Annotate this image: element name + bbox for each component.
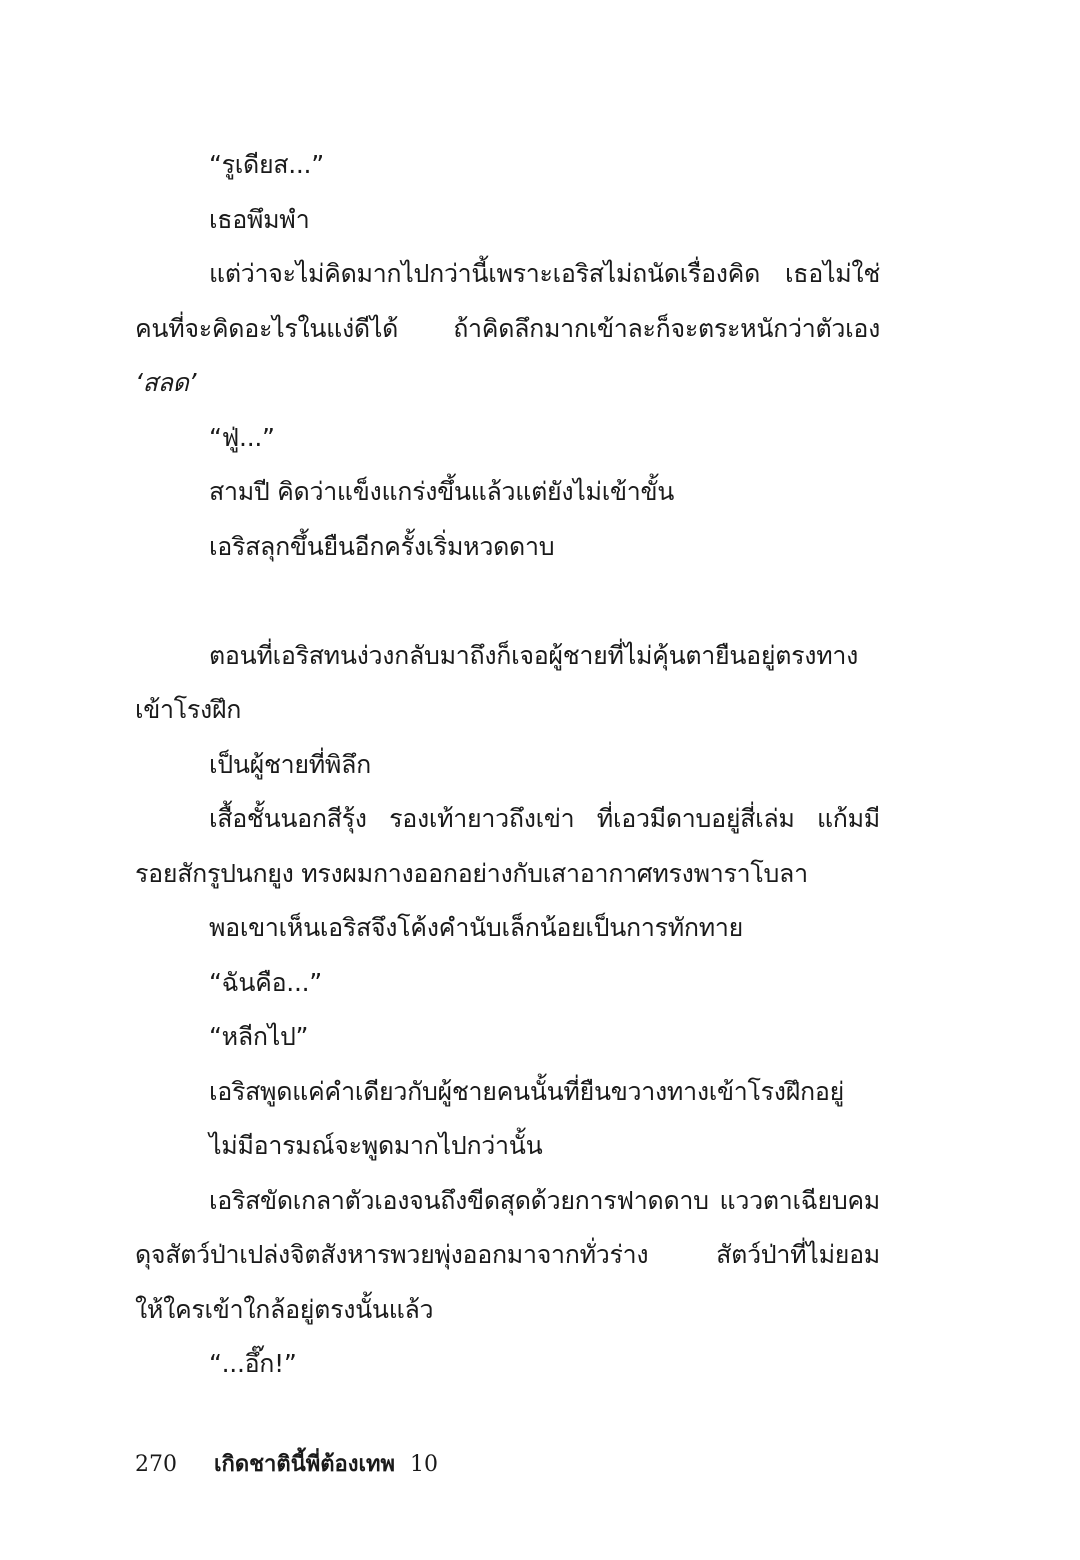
narration-line: เอริสลุกขึ้นยืนอีกครั้งเริ่มหวดดาบ <box>209 531 555 561</box>
paragraph-line: เอริสขัดเกลาตัวเองจนถึงขีดสุดด้วยการฟาดดาบ แววตาเฉียบคม <box>209 1185 880 1215</box>
dialogue-line: “ฟู่...” <box>209 422 275 452</box>
page-number: 270 <box>135 1452 177 1477</box>
section-break <box>135 574 880 629</box>
dialogue-line: “หลีกไป” <box>209 1022 309 1051</box>
dialogue-line: “...อึ๊ก!” <box>209 1349 297 1378</box>
dialogue-line: “ฉันคือ...” <box>209 967 322 997</box>
narration-line: เอริสพูดแค่คำเดียวกับผู้ชายคนนั้นที่ยืนขวางทางเข้าโรงฝึกอยู่ <box>209 1076 844 1106</box>
narration-line: พอเขาเห็นเอริสจึงโค้งคำนับเล็กน้อยเป็นการทักทาย <box>209 913 744 942</box>
narration-line: สามปี คิดว่าแข็งแกร่งขึ้นแล้วแต่ยังไม่เข้าขั้น <box>209 477 675 506</box>
paragraph-line: ดุจสัตว์ป่าเปล่งจิตสังหารพวยพุ่งออกมาจากทั่วร่าง สัตว์ป่าที่ไม่ยอม <box>135 1240 880 1269</box>
paragraph-line: เสื้อชั้นนอกสีรุ้ง รองเท้ายาวถึงเข่า ที่เอวมีดาบอยู่สี่เล่ม แก้มมี <box>209 804 880 833</box>
narration-line: เธอพึมพำ <box>209 204 310 234</box>
narration-line: ไม่มีอารมณ์จะพูดมากไปกว่านั้น <box>209 1131 543 1160</box>
paragraph-line: ตอนที่เอริสทนง่วงกลับมาถึงก็เจอผู้ชายที่ไม่คุ้นตายืนอยู่ตรงทาง <box>209 640 859 670</box>
book-volume: 10 <box>410 1452 439 1477</box>
body-text <box>135 138 880 1392</box>
book-title: เกิดชาตินี้พี่ต้องเทพ <box>214 1452 396 1477</box>
paragraph-line: คนที่จะคิดอะไรในแง่ดีได้ ถ้าคิดลึกมากเข้าละก็จะตระหนักว่าตัวเอง <box>135 313 880 343</box>
paragraph-line: เข้าโรงฝึก <box>135 695 242 724</box>
emphasis-line: ‘สลด’ <box>135 368 197 397</box>
page-footer <box>135 1448 438 1482</box>
dialogue-line: “รูเดียส...” <box>209 150 324 179</box>
paragraph-line: รอยสักรูปนกยูง ทรงผมกางออกอย่างกับเสาอากาศทรงพาราโบลา <box>135 858 808 888</box>
paragraph-line: ให้ใครเข้าใกล้อยู่ตรงนั้นแล้ว <box>135 1294 434 1324</box>
narration-line: เป็นผู้ชายที่พิลึก <box>209 749 371 779</box>
paragraph-line: แต่ว่าจะไม่คิดมากไปกว่านี้เพราะเอริสไม่ถนัดเรื่องคิด เธอไม่ใช่ <box>209 259 880 288</box>
